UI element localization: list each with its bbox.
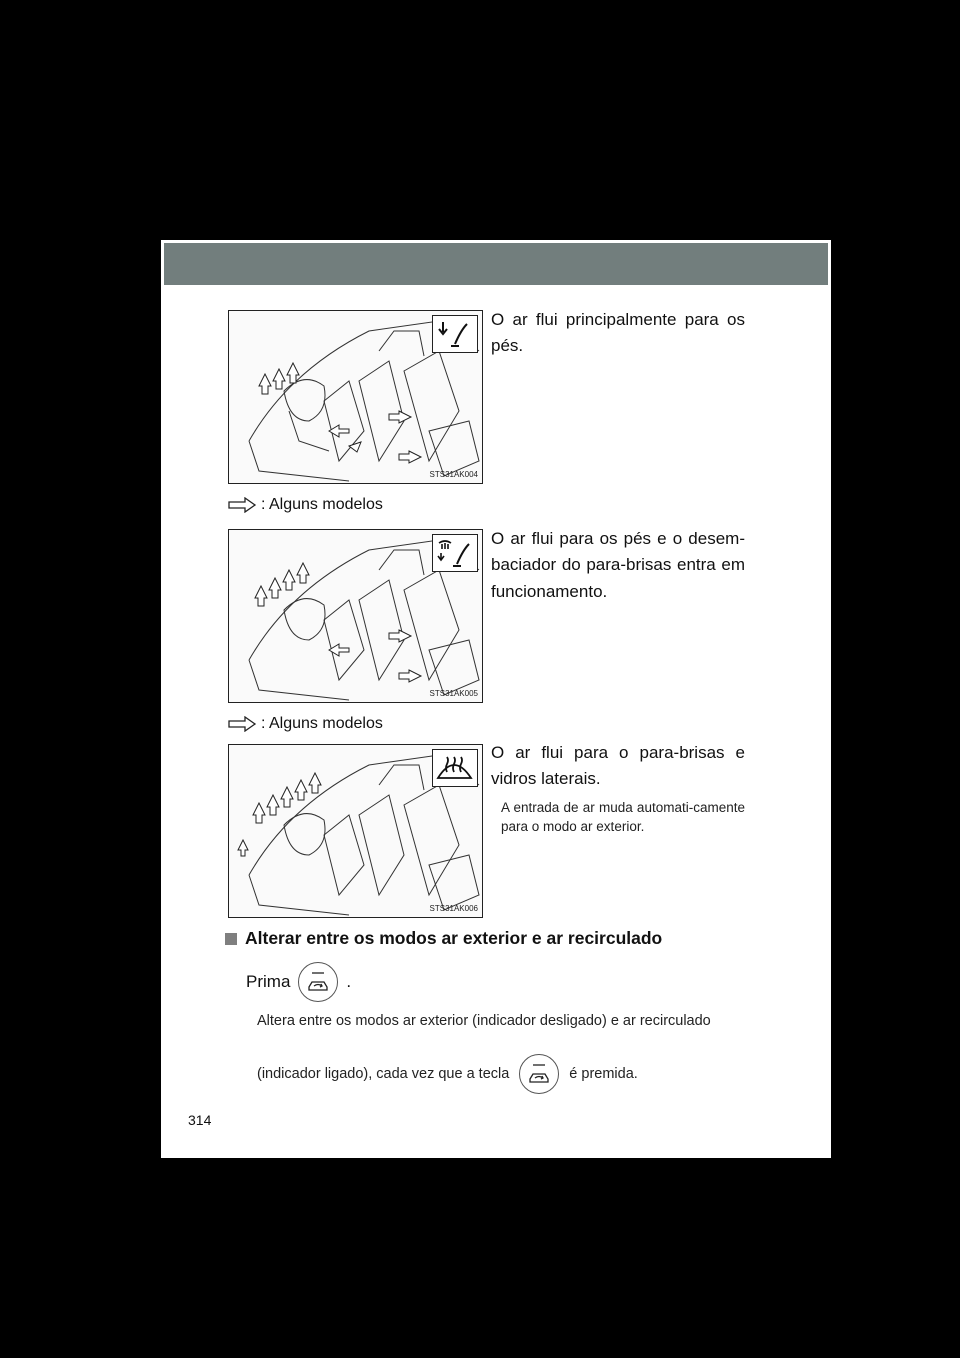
figure-windshield-mode — [228, 744, 483, 918]
note-outside-air: A entrada de ar muda automati-camente para o modo ar exterior. — [501, 800, 745, 834]
feet-airflow-icon — [432, 315, 478, 353]
feet-windshield-airflow-icon — [432, 534, 478, 572]
header-bar — [164, 243, 828, 285]
manual-page — [161, 240, 831, 1158]
arrow-right-icon — [227, 716, 257, 732]
section-title-text: Alterar entre os modos ar exterior e ar recirculado — [245, 928, 663, 948]
figure-code: STS31AK005 — [429, 689, 478, 698]
figure-feet-mode — [228, 310, 483, 484]
body-text-line-2 — [257, 1054, 745, 1094]
prima-suffix: . — [346, 972, 352, 991]
some-models-note — [227, 715, 383, 733]
arrow-right-icon — [227, 497, 257, 513]
bullet-square-icon — [225, 933, 237, 945]
figure-feet-windshield-mode — [228, 529, 483, 703]
some-models-label: : Alguns modelos — [261, 496, 383, 513]
description-feet-windshield-mode: O ar flui para os pés e o desem-baciador do para-brisas entra em funcionamento. — [491, 529, 745, 601]
body-text-prefix: (indicador ligado), cada vez que a tecla — [257, 1066, 510, 1082]
windshield-defrost-icon — [432, 749, 478, 787]
figure-code: STS31AK006 — [429, 904, 478, 913]
description-windshield-mode: O ar flui para o para-brisas e vidros laterais. — [491, 743, 745, 789]
some-models-label: : Alguns modelos — [261, 715, 383, 732]
section-title — [225, 928, 662, 949]
description-feet-mode: O ar flui principalmente para os pés. — [491, 310, 745, 356]
prima-prefix: Prima — [246, 972, 291, 991]
figure-code: STS31AK004 — [429, 470, 478, 479]
some-models-note — [227, 496, 383, 514]
page-number: 314 — [188, 1112, 212, 1128]
recirculation-button-icon — [519, 1054, 559, 1094]
press-instruction — [246, 962, 351, 1002]
recirculation-button-icon — [298, 962, 338, 1002]
body-text-suffix: é premida. — [569, 1066, 638, 1082]
body-text-line-1: Altera entre os modos ar exterior (indicador desligado) e ar recirculado — [257, 1013, 711, 1029]
